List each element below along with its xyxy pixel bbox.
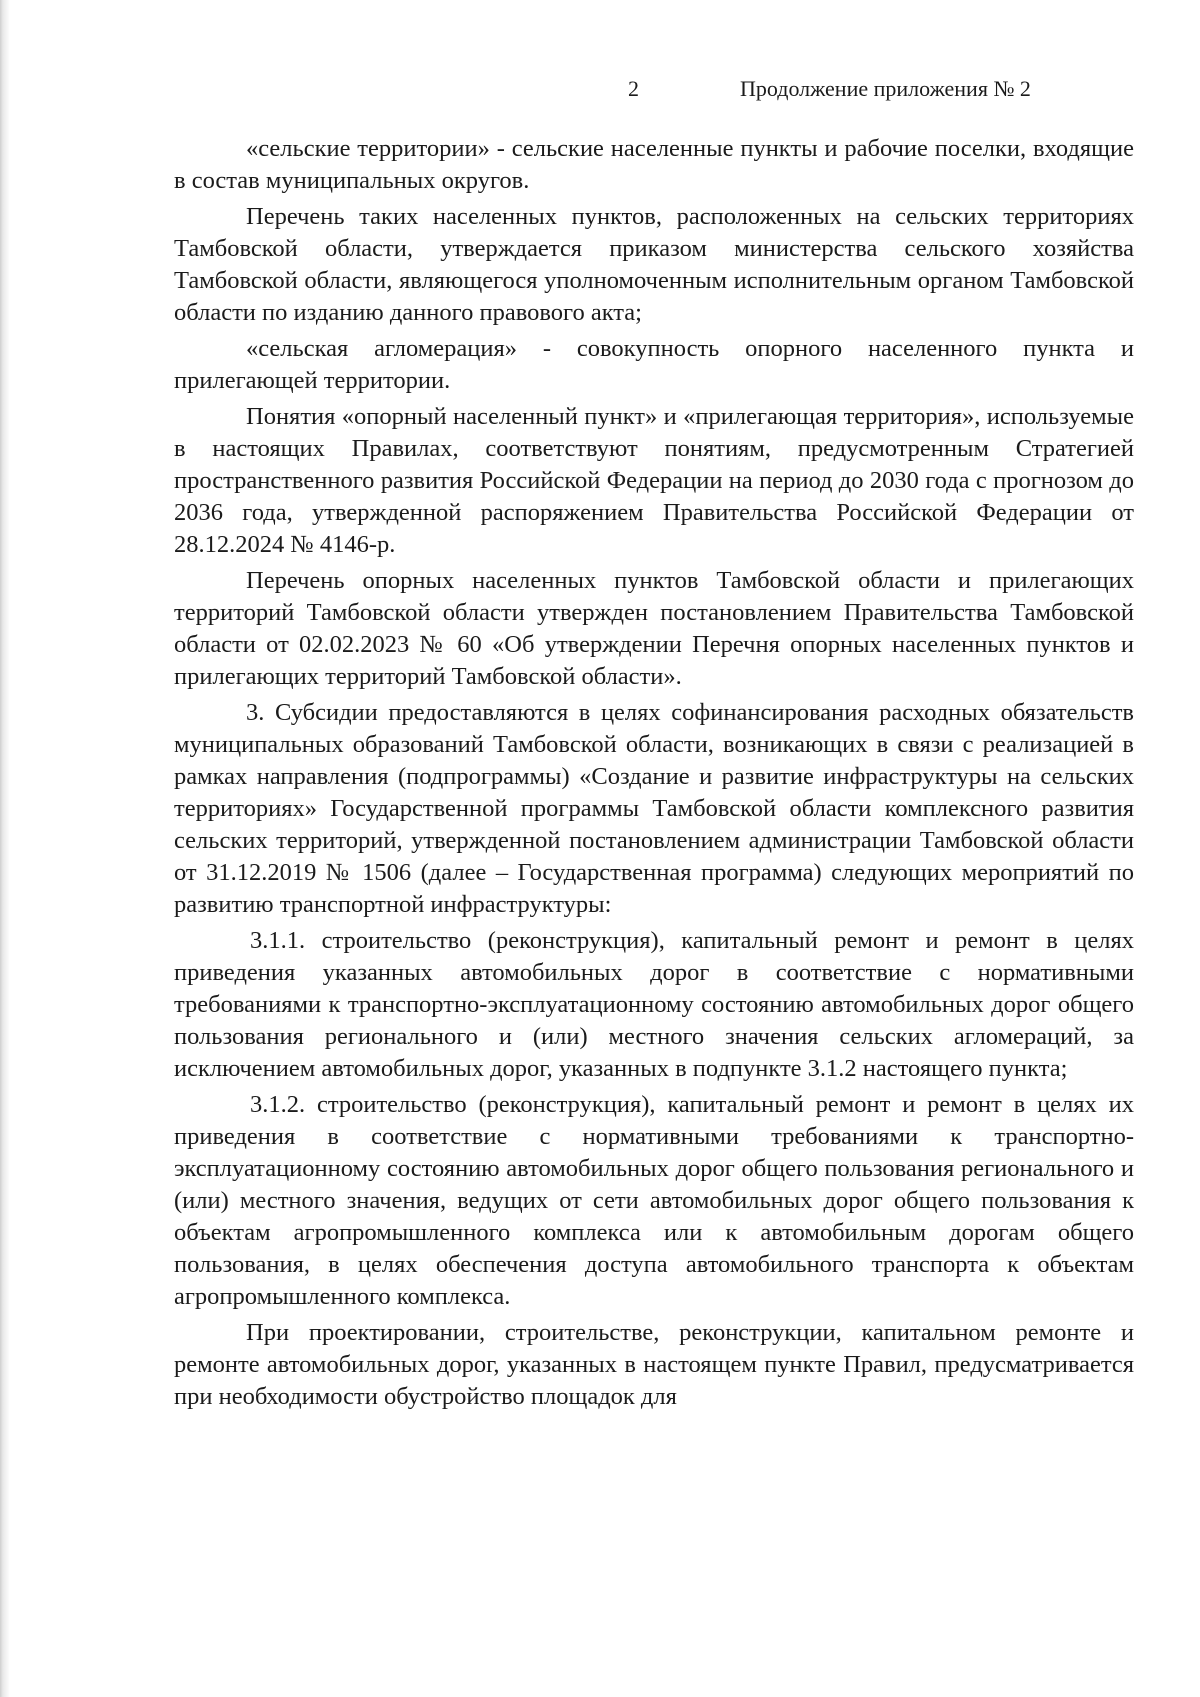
paragraph-rural-settlements-list: Перечень таких населенных пунктов, расположенных на сельских территориях Тамбовской области, утверждается приказом министерства сельского хозяйства Тамбовской области, являющегося уполномоченным исполнительным органом Тамбовской области по изданию данного правового акта; bbox=[174, 203, 1134, 326]
paragraph-base-settlements-list: Перечень опорных населенных пунктов Тамбовской области и прилегающих территорий Тамбовской области утвержден постановлением Правительства Тамбовской области от 02.02.2023 № 60 «Об утверждении Перечня опорных населенных пунктов и прилегающих территорий Тамбовской области». bbox=[174, 567, 1134, 690]
paragraph-rural-agglomeration-definition: «сельская агломерация» - совокупность опорного населенного пункта и прилегающей территории. bbox=[174, 335, 1134, 394]
scan-edge-shadow bbox=[0, 0, 10, 1697]
paragraph-item-3-1-1: 3.1.1. строительство (реконструкция), капитальный ремонт и ремонт в целях приведения указанных автомобильных дорог в соответствие с нормативными требованиями к транспортно-эксплуатационному состоянию автомобильных дорог общего пользования регионального и (или) местного значения сельских агломераций, за исключением автомобильных дорог, указанных в подпункте 3.1.2 настоящего пункта; bbox=[174, 927, 1134, 1082]
document-body bbox=[174, 133, 1134, 1417]
paragraph-base-settlement-concepts: Понятия «опорный населенный пункт» и «прилегающая территория», используемые в настоящих Правилах, соответствуют понятиям, предусмотренным Стратегией пространственного развития Российской Федерации на период до 2030 года с прогнозом до 2036 года, утвержденной распоряжением Правительства Российской Федерации от 28.12.2024 № 4146-р. bbox=[174, 403, 1134, 558]
paragraph-item-3-1-2: 3.1.2. строительство (реконструкция), капитальный ремонт и ремонт в целях их приведения в соответствие с нормативными требованиями к транспортно-эксплуатационному состоянию автомобильных дорог общего пользования регионального и (или) местного значения, ведущих от сети автомобильных дорог общего пользования к объектам агропромышленного комплекса или к автомобильным дорогам общего пользования, в целях обеспечения доступа автомобильного транспорта к объектам агропромышленного комплекса. bbox=[174, 1091, 1134, 1310]
paragraph-design-construction: При проектировании, строительстве, реконструкции, капитальном ремонте и ремонте автомобильных дорог, указанных в настоящем пункте Правил, предусматривается при необходимости обустройство площадок для bbox=[174, 1319, 1134, 1410]
page-header bbox=[0, 76, 1200, 108]
page-number: 2 bbox=[628, 76, 639, 101]
paragraph-subsidies-purpose: 3. Субсидии предоставляются в целях софинансирования расходных обязательств муниципальных образований Тамбовской области, возникающих в связи с реализацией в рамках направления (подпрограммы) «Создание и развитие инфраструктуры на сельских территориях» Государственной программы Тамбовской области комплексного развития сельских территорий, утвержденной постановлением администрации Тамбовской области от 31.12.2019 № 1506 (далее – Государственная программа) следующих мероприятий по развитию транспортной инфраструктуры: bbox=[174, 699, 1134, 918]
paragraph-rural-territories-definition: «сельские территории» - сельские населенные пункты и рабочие поселки, входящие в состав муниципальных округов. bbox=[174, 135, 1134, 194]
appendix-label: Продолжение приложения № 2 bbox=[740, 76, 1031, 101]
